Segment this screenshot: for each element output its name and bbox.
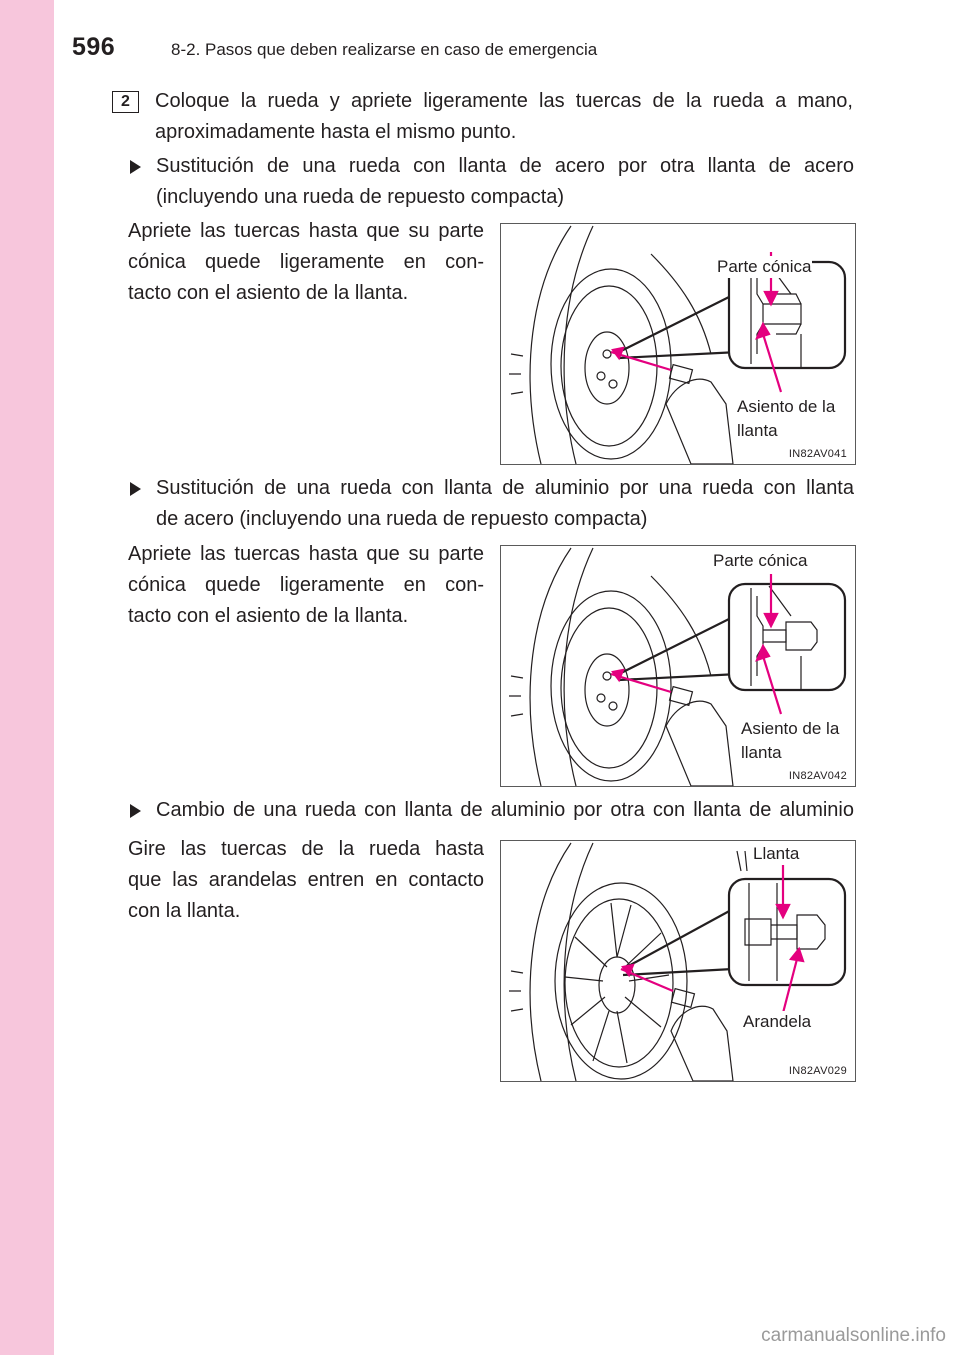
step-text-line2: aproximadamente hasta el mismo punto. — [155, 121, 517, 143]
label-parte-conica-2: Parte cónica — [713, 551, 808, 570]
case-2-heading — [130, 473, 854, 535]
label-asiento-1a: Asiento de la — [737, 397, 836, 416]
wheel-illustration-2 — [501, 546, 856, 787]
section-title: 8-2. Pasos que deben realizarse en caso de emergencia — [171, 40, 598, 59]
label-asiento-2b: llanta — [741, 743, 782, 762]
case-2-heading-line2: de acero (incluyendo una rueda de repuesto compacta) — [156, 508, 648, 530]
case-2-desc-line3: tacto con el asiento de la llanta. — [128, 605, 409, 627]
case-2-desc-line2: cónica quede ligeramente en con- — [128, 574, 484, 596]
case-1-desc-line3: tacto con el asiento de la llanta. — [128, 282, 409, 304]
case-3-desc-line2: que las arandelas entren en contacto — [128, 869, 484, 891]
step-number-badge: 2 — [112, 91, 139, 113]
case-1-desc-line2: cónica quede ligeramente en con- — [128, 251, 484, 273]
case-3-desc-line3: con la llanta. — [128, 900, 241, 922]
bullet-triangle-icon — [130, 160, 141, 174]
case-3-heading-line1: Cambio de una rueda con llanta de aluminio por otra con llanta de aluminio — [156, 799, 854, 821]
page-number: 596 — [72, 33, 116, 61]
figure-code-1: IN82AV041 — [788, 448, 847, 460]
step-text-line1: Coloque la rueda y apriete ligeramente las tuercas de la rueda a mano, — [155, 90, 853, 112]
label-parte-conica-1: Parte cónica — [717, 257, 812, 276]
label-llanta: Llanta — [753, 844, 800, 863]
case-2-heading-line1: Sustitución de una rueda con llanta de aluminio por una rueda con llanta — [156, 477, 854, 499]
watermark: carmanualsonline.info — [761, 1325, 946, 1346]
bullet-triangle-icon — [130, 804, 141, 818]
side-color-band — [0, 0, 54, 1355]
page-header — [54, 0, 960, 64]
label-arandela: Arandela — [743, 1012, 812, 1031]
case-3-desc-line1: Gire las tuercas de la rueda hasta — [128, 838, 484, 860]
figure-steel-wheel-2 — [500, 545, 856, 787]
case-1-desc-line1: Apriete las tuercas hasta que su parte — [128, 220, 484, 242]
case-1-heading — [130, 151, 854, 213]
case-2-desc-line1: Apriete las tuercas hasta que su parte — [128, 543, 484, 565]
bullet-triangle-icon — [130, 482, 141, 496]
figure-aluminum-wheel — [500, 840, 856, 1082]
label-asiento-2a: Asiento de la — [741, 719, 840, 738]
case-3-heading — [130, 795, 854, 826]
case-1-heading-line2: (incluyendo una rueda de repuesto compacta) — [156, 186, 565, 208]
figure-code-3: IN82AV029 — [788, 1065, 847, 1077]
figure-code-2: IN82AV042 — [788, 770, 847, 782]
wheel-illustration-3 — [501, 841, 856, 1082]
case-1-heading-line1: Sustitución de una rueda con llanta de acero por otra llanta de acero — [156, 155, 854, 177]
label-asiento-1b: llanta — [737, 421, 778, 440]
figure-steel-wheel-1 — [500, 223, 856, 465]
